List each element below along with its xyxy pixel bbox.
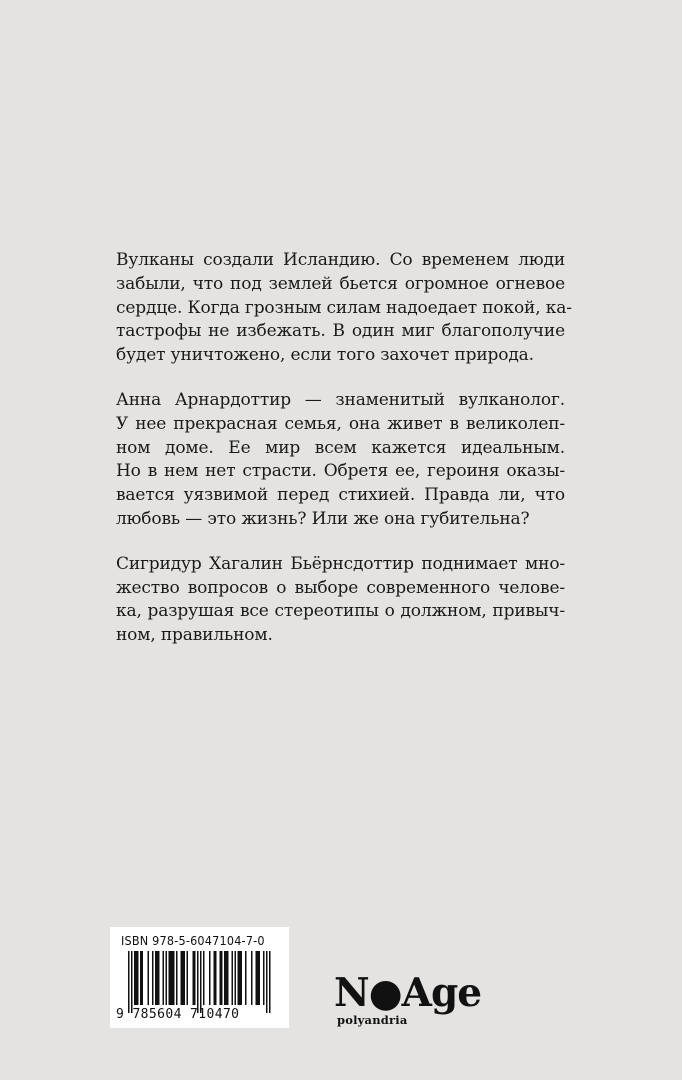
barcode-bar bbox=[187, 951, 189, 1005]
barcode-digits: 9 785604 710470 bbox=[116, 1007, 240, 1022]
blurb-line: будет уничтожено, если того захочет природа. bbox=[116, 345, 534, 366]
barcode-bar bbox=[235, 951, 237, 1005]
publisher-logo bbox=[334, 970, 482, 1033]
barcode-bar bbox=[269, 951, 271, 1013]
isbn-barcode bbox=[110, 927, 289, 1028]
barcode-bar bbox=[227, 951, 229, 1005]
blurb-line: тастрофы не избежать. В один миг благополучие bbox=[116, 321, 565, 342]
blurb-line: ном, правильном. bbox=[116, 625, 273, 646]
barcode-bar bbox=[239, 951, 241, 1005]
barcode-bar bbox=[200, 951, 202, 1013]
barcode-bar bbox=[131, 951, 133, 1013]
barcode-bar bbox=[238, 951, 240, 1005]
barcode-bar bbox=[136, 951, 138, 1005]
barcode-bar bbox=[257, 951, 259, 1005]
barcode-bar bbox=[241, 951, 243, 1005]
barcode-bar bbox=[226, 951, 228, 1005]
blurb-line: жество вопросов о выборе современного челове- bbox=[116, 577, 565, 598]
blurb-line: вается уязвимой перед стихией. Правда ли, что bbox=[116, 485, 565, 506]
logo-imprint: polyandria bbox=[337, 1013, 408, 1027]
back-cover-blurb bbox=[116, 249, 572, 669]
barcode-bar bbox=[232, 951, 234, 1005]
barcode-bar bbox=[128, 951, 130, 1013]
barcode-bar bbox=[181, 951, 183, 1005]
barcode-bar bbox=[173, 951, 175, 1005]
blurb-line: Сигридур Хагалин Бьёрнсдоттир поднимает мно- bbox=[116, 553, 565, 574]
barcode-bar bbox=[220, 951, 222, 1005]
barcode-bar bbox=[193, 951, 195, 1005]
blurb-paragraph-1 bbox=[116, 249, 572, 368]
barcode-bar bbox=[137, 951, 139, 1005]
barcode-bar bbox=[266, 951, 268, 1013]
blurb-line: любовь — это жизнь? Или же она губительна? bbox=[116, 508, 530, 529]
barcode-bar bbox=[194, 951, 196, 1005]
blurb-paragraph-3 bbox=[116, 553, 565, 648]
barcode-bar bbox=[203, 951, 205, 1005]
blurb-line: ном доме. Ее мир всем кажется идеальным. bbox=[116, 437, 565, 458]
barcode-bar bbox=[155, 951, 157, 1005]
barcode-bar bbox=[169, 951, 171, 1005]
barcode-bar bbox=[148, 951, 150, 1005]
logo-wordmark: N●Age bbox=[334, 970, 482, 1016]
barcode-bar bbox=[209, 951, 211, 1005]
barcode-bar bbox=[215, 951, 217, 1005]
blurb-line: Вулканы создали Исландию. Со временем люди bbox=[116, 250, 565, 270]
barcode-bar bbox=[245, 951, 247, 1005]
barcode-bar bbox=[184, 951, 186, 1005]
blurb-paragraph-2 bbox=[116, 389, 565, 532]
barcode-bar bbox=[197, 951, 199, 1013]
barcode-bar bbox=[140, 951, 142, 1005]
barcode-bar bbox=[157, 951, 159, 1005]
barcode-bar bbox=[224, 951, 226, 1005]
barcode-bar bbox=[263, 951, 265, 1005]
barcode-bar bbox=[172, 951, 174, 1005]
barcode-bar bbox=[142, 951, 144, 1005]
barcode-bar bbox=[166, 951, 168, 1005]
blurb-line: Но в нем нет страсти. Обретя ее, героиня оказы- bbox=[116, 461, 565, 482]
barcode-bar bbox=[163, 951, 165, 1005]
barcode-bar bbox=[158, 951, 160, 1005]
blurb-line: Анна Арнардоттир — знаменитый вулканолог. bbox=[116, 389, 565, 410]
blurb-line: У нее прекрасная семья, она живет в великолеп- bbox=[116, 413, 565, 434]
barcode-bar bbox=[251, 951, 253, 1005]
barcode-bar bbox=[259, 951, 261, 1005]
blurb-line: забыли, что под землей бьется огромное огневое bbox=[116, 273, 565, 294]
blurb-line: ка, разрушая все стереотипы о должном, привыч- bbox=[116, 601, 565, 622]
isbn-label: ISBN 978-5-6047104-7-0 bbox=[121, 933, 265, 948]
blurb-line: сердце. Когда грозным силам надоедает покой, ка- bbox=[116, 297, 572, 318]
barcode-bar bbox=[176, 951, 178, 1005]
barcode-bar bbox=[170, 951, 172, 1005]
barcode-bar bbox=[182, 951, 184, 1005]
barcode-bar bbox=[134, 951, 136, 1005]
barcode-bar bbox=[152, 951, 154, 1005]
barcode-bar bbox=[221, 951, 223, 1005]
barcode-bar bbox=[214, 951, 216, 1005]
barcode-bar bbox=[256, 951, 258, 1005]
